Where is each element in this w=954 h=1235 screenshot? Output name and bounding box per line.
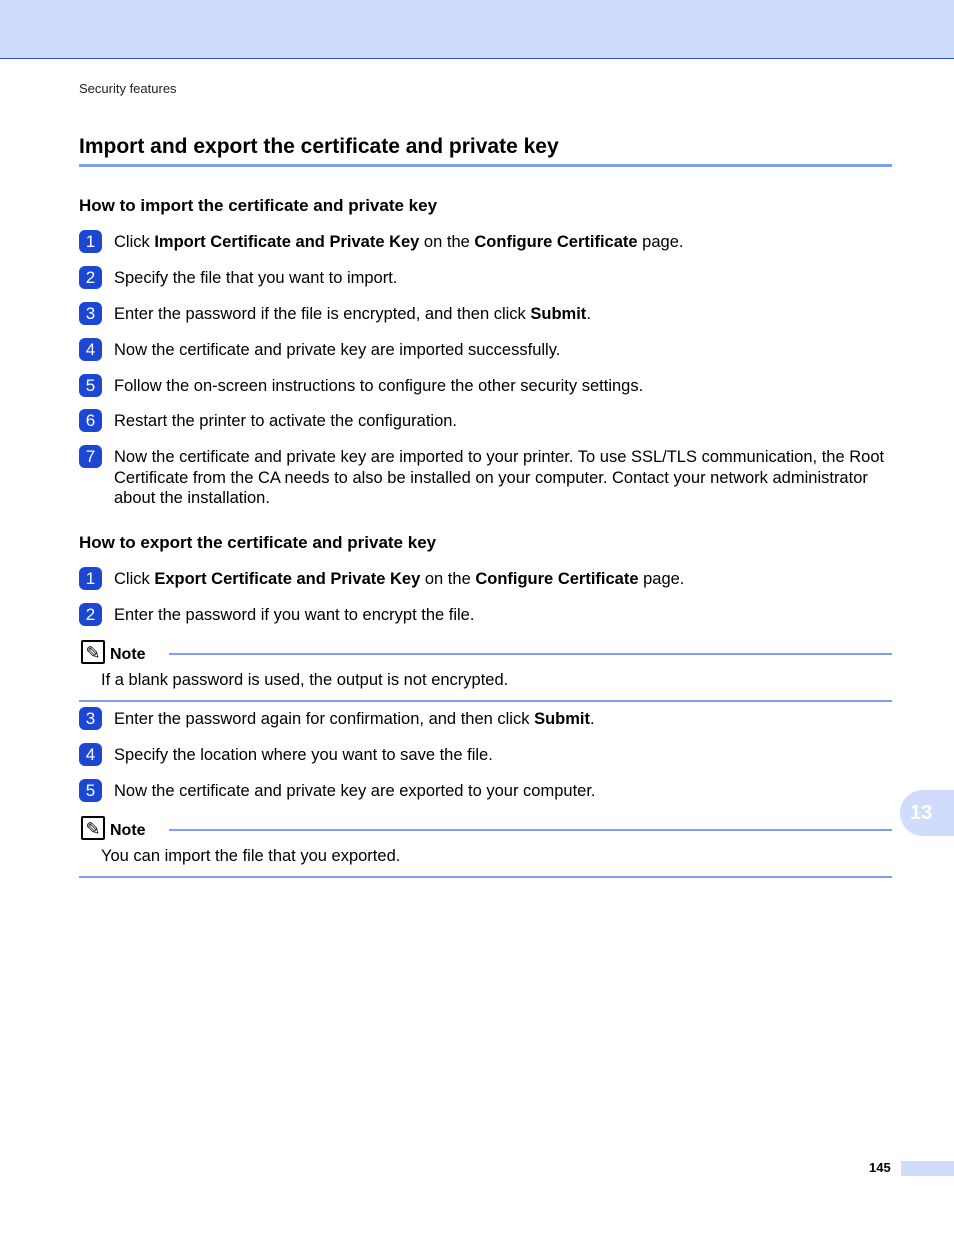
step-text: Follow the on-screen instructions to configure the other security settings. — [114, 377, 644, 395]
step-number-badge: 1 — [79, 230, 102, 253]
step-text: Specify the location where you want to save the file. — [114, 746, 493, 764]
note-header — [79, 816, 892, 842]
step-number-badge: 4 — [79, 743, 102, 766]
note-bottom-rule — [79, 700, 892, 702]
import-subtitle: How to import the certificate and private key — [79, 196, 438, 215]
note-divider — [169, 829, 892, 831]
note-bottom-rule — [79, 876, 892, 878]
top-header-band — [0, 0, 954, 59]
step-text: Restart the printer to activate the configuration. — [114, 412, 458, 430]
note-box — [79, 640, 892, 702]
step-text: Click Export Certificate and Private Key on the Configure Certificate page. — [114, 570, 685, 588]
note-label: Note — [110, 822, 146, 839]
step-number-badge: 1 — [79, 567, 102, 590]
note-header — [79, 640, 892, 666]
note-pencil-icon: ✎ — [81, 640, 105, 664]
note-divider — [169, 653, 892, 655]
note-text: If a blank password is used, the output is not encrypted. — [101, 671, 509, 689]
note-pencil-icon: ✎ — [81, 816, 105, 840]
running-header: Security features — [79, 81, 177, 96]
note-text: You can import the file that you exported. — [101, 847, 401, 865]
step-text: Enter the password if the file is encrypted, and then click Submit. — [114, 305, 591, 323]
footer-band — [901, 1161, 954, 1176]
step-text: Now the certificate and private key are imported successfully. — [114, 341, 561, 359]
step-number-badge: 4 — [79, 338, 102, 361]
step-number-badge: 2 — [79, 603, 102, 626]
note-label: Note — [110, 646, 146, 663]
step-number-badge: 6 — [79, 409, 102, 432]
export-subtitle: How to export the certificate and private key — [79, 533, 437, 552]
step-number-badge: 5 — [79, 779, 102, 802]
step-text: Specify the file that you want to import. — [114, 269, 398, 287]
step-text: Now the certificate and private key are imported to your printer. To use SSL/TLS communication, the Root Certificate from the CA needs to also be installed on your computer. Contact your network administrator about the installation. — [114, 448, 885, 507]
page-number: 145 — [869, 1160, 891, 1175]
step-number-badge: 2 — [79, 266, 102, 289]
step-text: Now the certificate and private key are exported to your computer. — [114, 782, 596, 800]
step-number-badge: 7 — [79, 445, 102, 468]
chapter-tab: 13 — [900, 790, 954, 836]
step-text: Enter the password again for confirmation, and then click Submit. — [114, 710, 595, 728]
section-title: Import and export the certificate and private key — [79, 135, 892, 167]
step-number-badge: 3 — [79, 707, 102, 730]
step-number-badge: 3 — [79, 302, 102, 325]
step-number-badge: 5 — [79, 374, 102, 397]
step-text: Enter the password if you want to encrypt the file. — [114, 606, 475, 624]
step-text: Click Import Certificate and Private Key on the Configure Certificate page. — [114, 233, 684, 251]
note-box — [79, 816, 892, 878]
